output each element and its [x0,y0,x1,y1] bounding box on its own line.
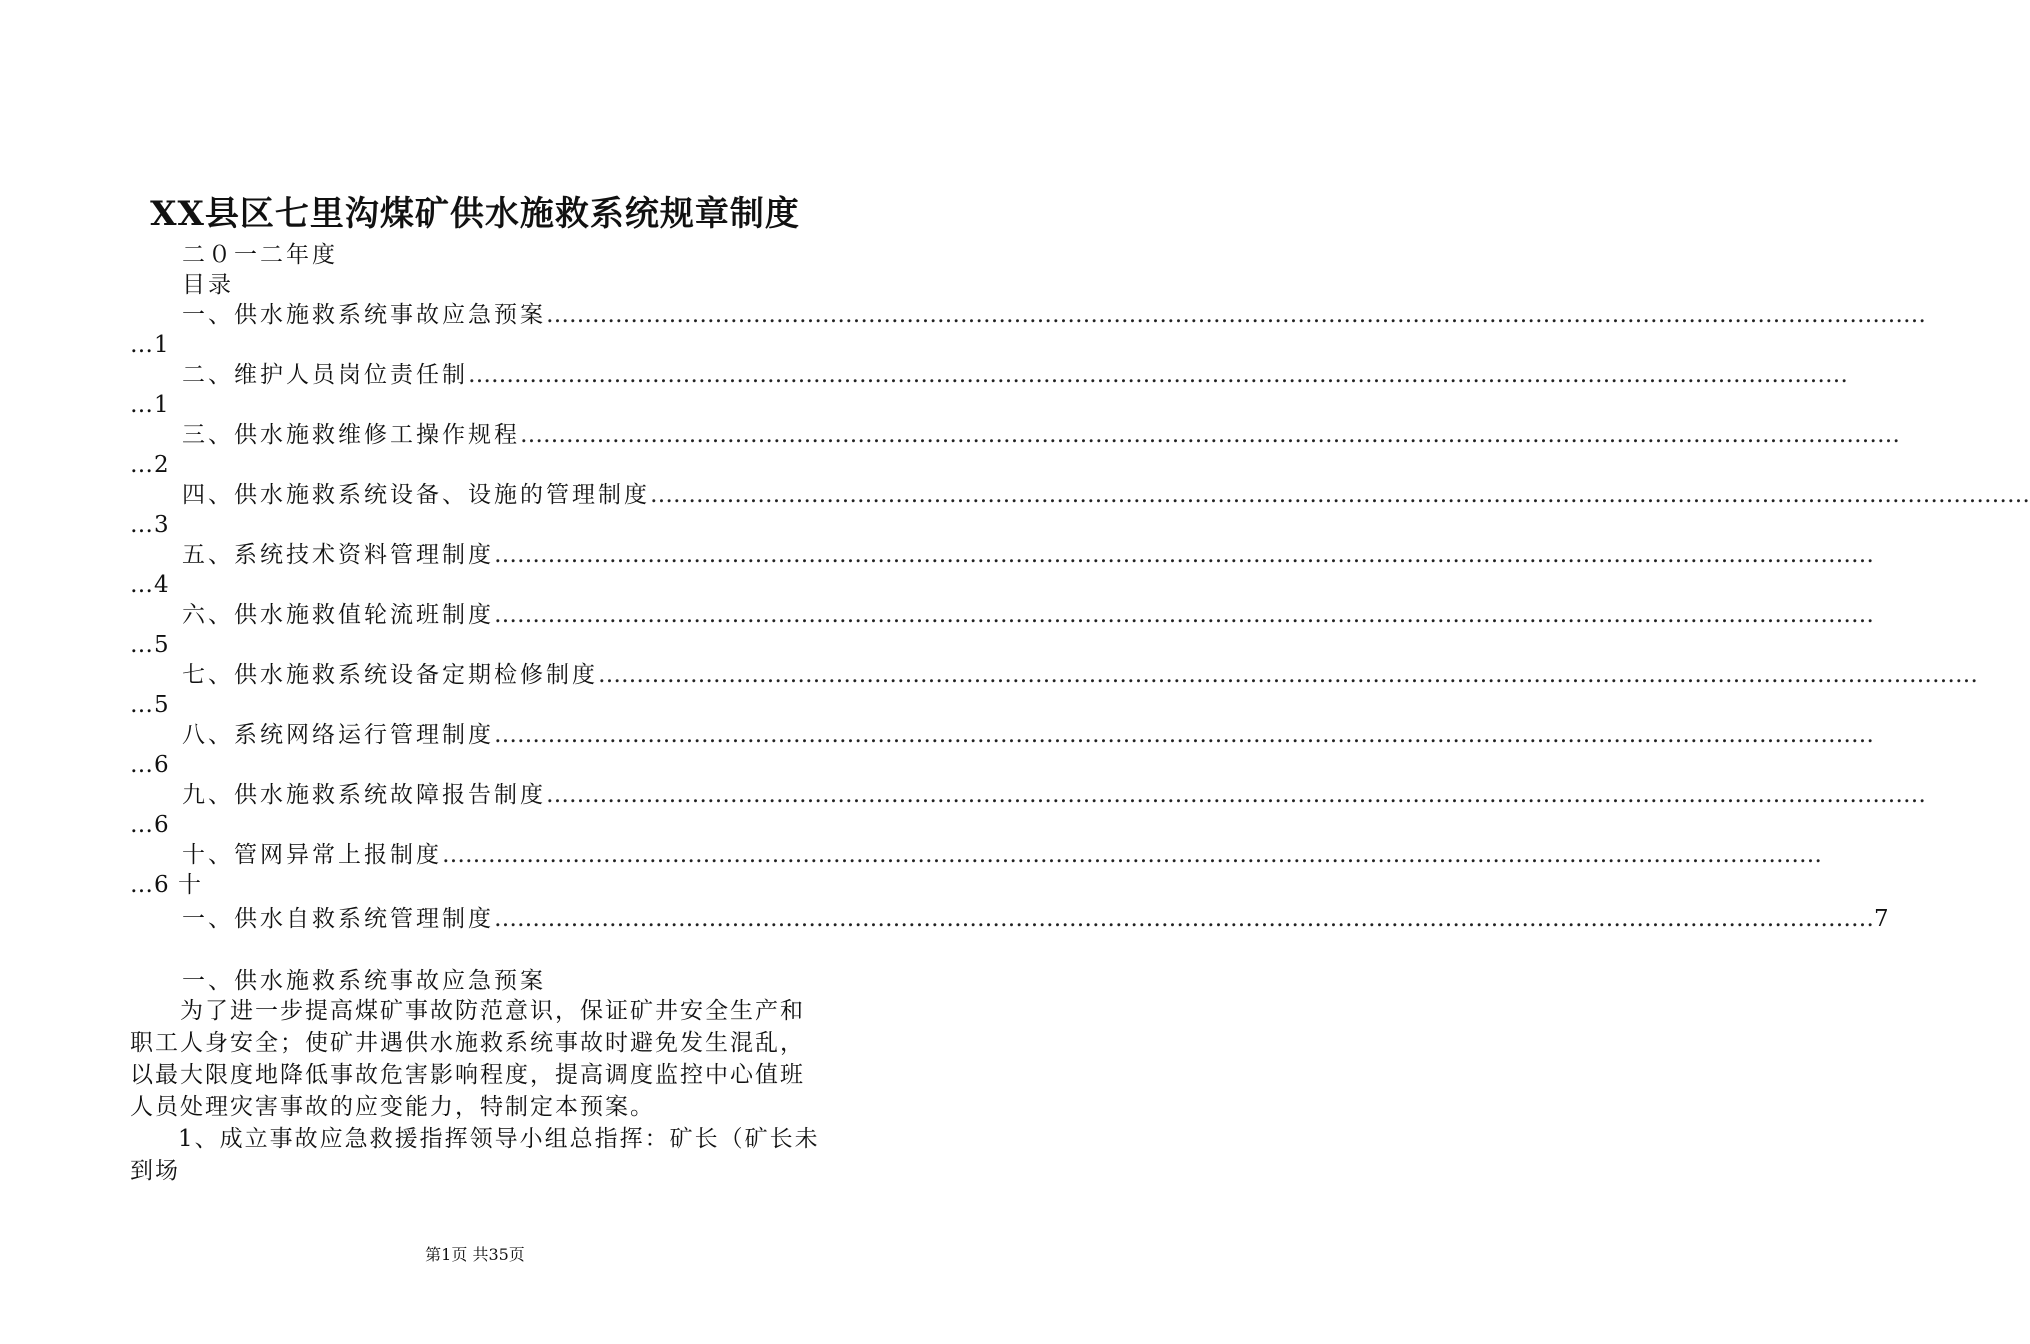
toc-entry[interactable] [130,840,1822,904]
toc-entry-page: …2 [130,452,170,478]
toc-leader-dots: ……………………………………………………………………………………………………………………………………………………………… [442,842,1822,868]
toc-leader-dots: ……………………………………………………………………………………………………………………………………………………………… [494,602,1874,628]
toc-leader-dots: ……………………………………………………………………………………………………………………………………………………………… [494,722,1874,748]
toc-entry-text: 十、管网异常上报制度 [182,842,442,868]
toc-leader-dots: ……………………………………………………………………………………………………………………………………………………………… [546,302,1926,328]
toc-entry[interactable] [130,360,1848,424]
toc-entry-text: 二、维护人员岗位责任制 [182,362,468,388]
toc-entry[interactable] [130,720,1874,784]
toc-leader-dots: ……………………………………………………………………………………………………………………………………………………………… [598,662,1978,688]
toc-entry-page: …1 [130,392,170,418]
toc-entry-text: 六、供水施救值轮流班制度 [182,602,494,628]
paragraph-line: 职工人身安全；使矿井遇供水施救系统事故时避免发生混乱， [130,1030,805,1056]
paragraph-line: 1、成立事故应急救援指挥领导小组总指挥：矿长（矿长未 [178,1126,820,1152]
paragraph-line: 以最大限度地降低事故危害影响程度，提高调度监控中心值班 [130,1062,805,1088]
toc-entry-page: 7 [1874,906,1889,932]
toc-entry-text: 一、供水施救系统事故应急预案 [182,302,546,328]
toc-leader-dots: ……………………………………………………………………………………………………………………………………………………………… [650,482,2030,508]
toc-entry-page: …4 [130,572,170,598]
document-title: XX县区七里沟煤矿供水施救系统规章制度 [150,194,800,234]
toc-entry-text: 五、系统技术资料管理制度 [182,542,494,568]
toc-entry[interactable] [182,904,1889,934]
toc-leader-dots: ……………………………………………………………………………………………………………………………………………………………… [494,542,1874,568]
toc-entry-page: …3 [130,512,170,538]
toc-entry-page: …6 [130,752,170,778]
paragraph-line: 人员处理灾害事故的应变能力，特制定本预案。 [130,1094,655,1120]
toc-leader-dots: ……………………………………………………………………………………………………………………………………………………………… [546,782,1926,808]
toc-entry-text: 九、供水施救系统故障报告制度 [182,782,546,808]
toc-entry[interactable] [130,660,1978,724]
toc-entry[interactable] [130,420,1900,484]
toc-entry-text: 四、供水施救系统设备、设施的管理制度 [182,482,650,508]
toc-entry-page: …6 十 [130,872,202,898]
toc-leader-dots: ……………………………………………………………………………………………………………………………………………………………… [520,422,1900,448]
paragraph-line: 为了进一步提高煤矿事故防范意识，保证矿井安全生产和 [180,998,805,1024]
toc-entry-page: …1 [130,332,170,358]
paragraph-line: 到场 [130,1158,180,1184]
toc-entry-text: 三、供水施救维修工操作规程 [182,422,520,448]
toc-entry-text: 七、供水施救系统设备定期检修制度 [182,662,598,688]
toc-entry[interactable] [130,600,1874,664]
toc-entry[interactable] [130,780,1926,844]
page-footer: 第1页 共35页 [425,1245,525,1264]
toc-leader-dots: ……………………………………………………………………………………………………………………………………………………………… [468,362,1848,388]
toc-heading: 目录 [182,272,234,298]
toc-entry-page: …5 [130,632,170,658]
toc-entry[interactable] [130,480,2030,544]
toc-leader-dots: ……………………………………………………………………………………………………………………………………………………………… [494,906,1874,932]
year-line: 二０一二年度 [182,242,338,268]
section-heading: 一、供水施救系统事故应急预案 [182,968,546,994]
toc-entry-text: 八、系统网络运行管理制度 [182,722,494,748]
toc-entry-page: …6 [130,812,170,838]
toc-entry[interactable] [130,300,1926,364]
toc-entry-text: 一、供水自救系统管理制度 [182,906,494,932]
toc-entry-page: …5 [130,692,170,718]
toc-entry[interactable] [130,540,1874,604]
